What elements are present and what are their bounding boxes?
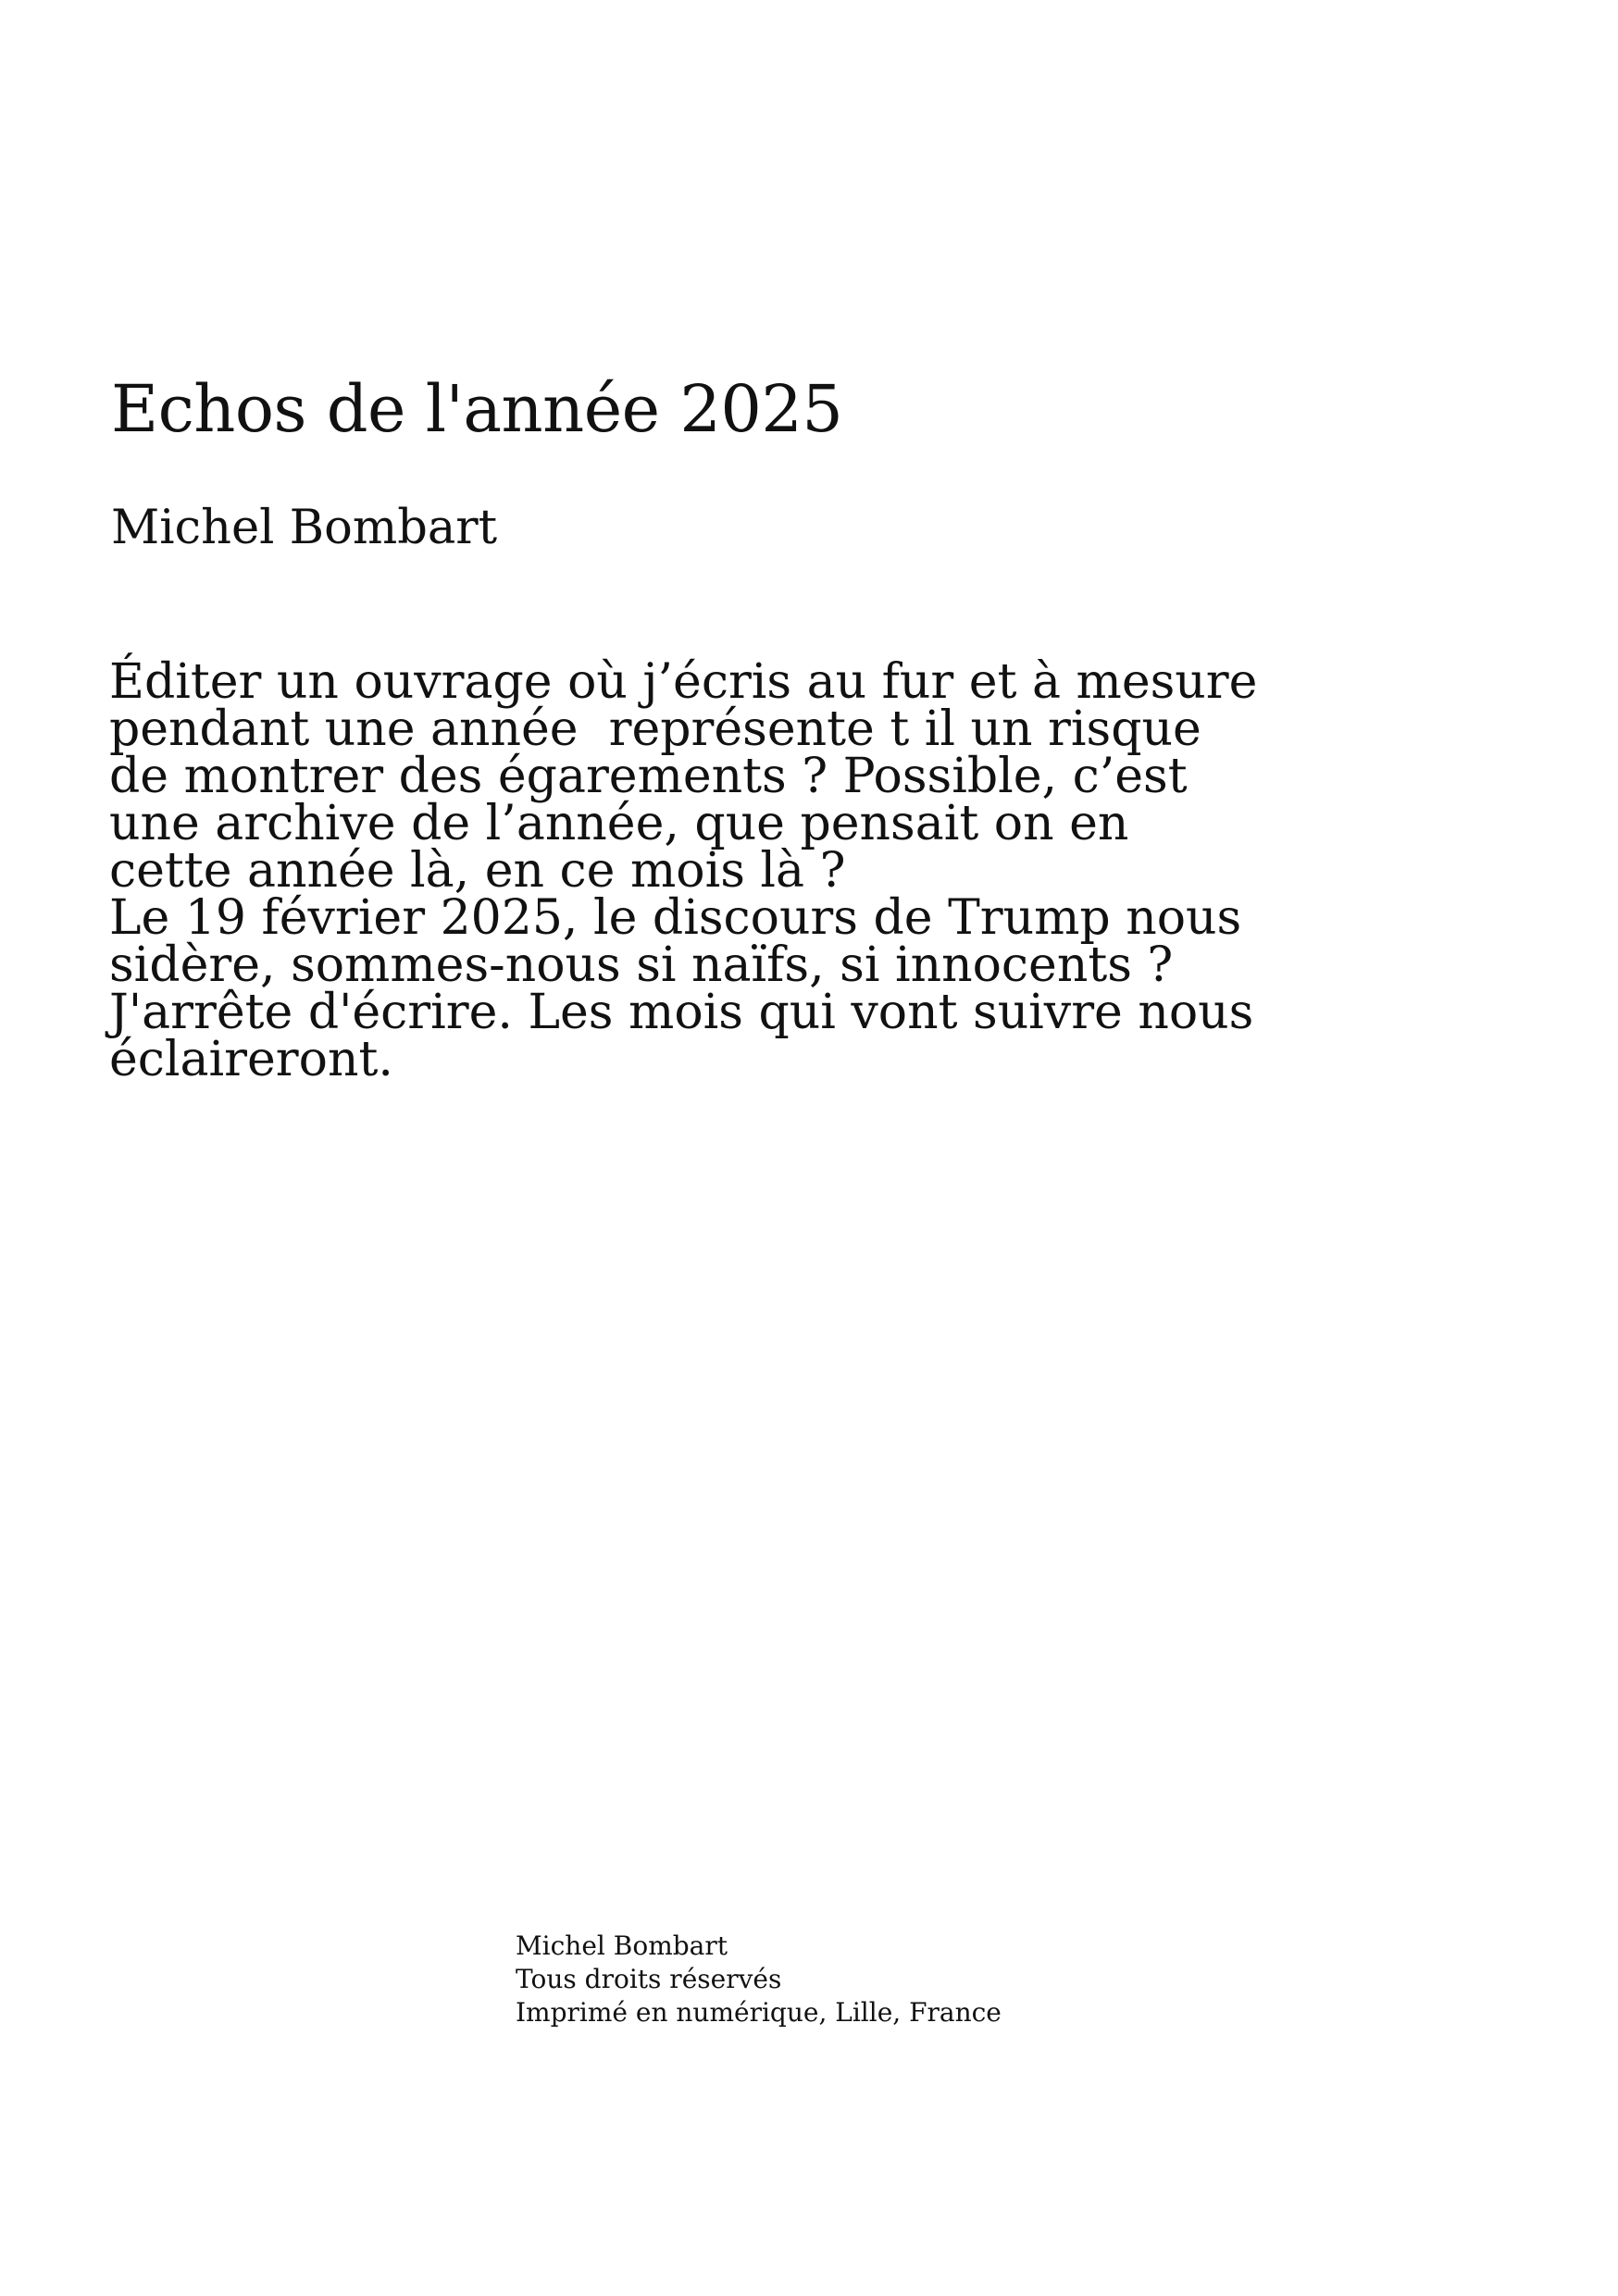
colophon bbox=[516, 1930, 1002, 2029]
colophon-rights: Tous droits réservés bbox=[516, 1964, 782, 1994]
colophon-printing: Imprimé en numérique, Lille, France bbox=[516, 1997, 1002, 2028]
preface-line: sidère, sommes-nous si naïfs, si innocents ? bbox=[109, 937, 1174, 993]
preface-line: éclaireront. bbox=[109, 1032, 393, 1087]
preface-line: de montrer des égarements ? Possible, c’est bbox=[109, 749, 1188, 804]
preface-line: pendant une année représente t il un risque bbox=[109, 701, 1201, 757]
document-title: Echos de l'année 2025 bbox=[111, 371, 843, 447]
preface-line: une archive de l’année, que pensait on en bbox=[109, 796, 1129, 851]
preface-line: J'arrête d'écrire. Les mois qui vont suivre nous bbox=[109, 985, 1254, 1040]
preface-line: Le 19 février 2025, le discours de Trump nous bbox=[109, 890, 1242, 946]
document-author: Michel Bombart bbox=[111, 501, 498, 555]
preface-paragraph bbox=[109, 654, 1266, 1087]
preface-line: Éditer un ouvrage où j’écris au fur et à mesure bbox=[109, 654, 1258, 710]
colophon-author: Michel Bombart bbox=[516, 1930, 728, 1961]
preface-line: cette année là, en ce mois là ? bbox=[109, 843, 846, 899]
